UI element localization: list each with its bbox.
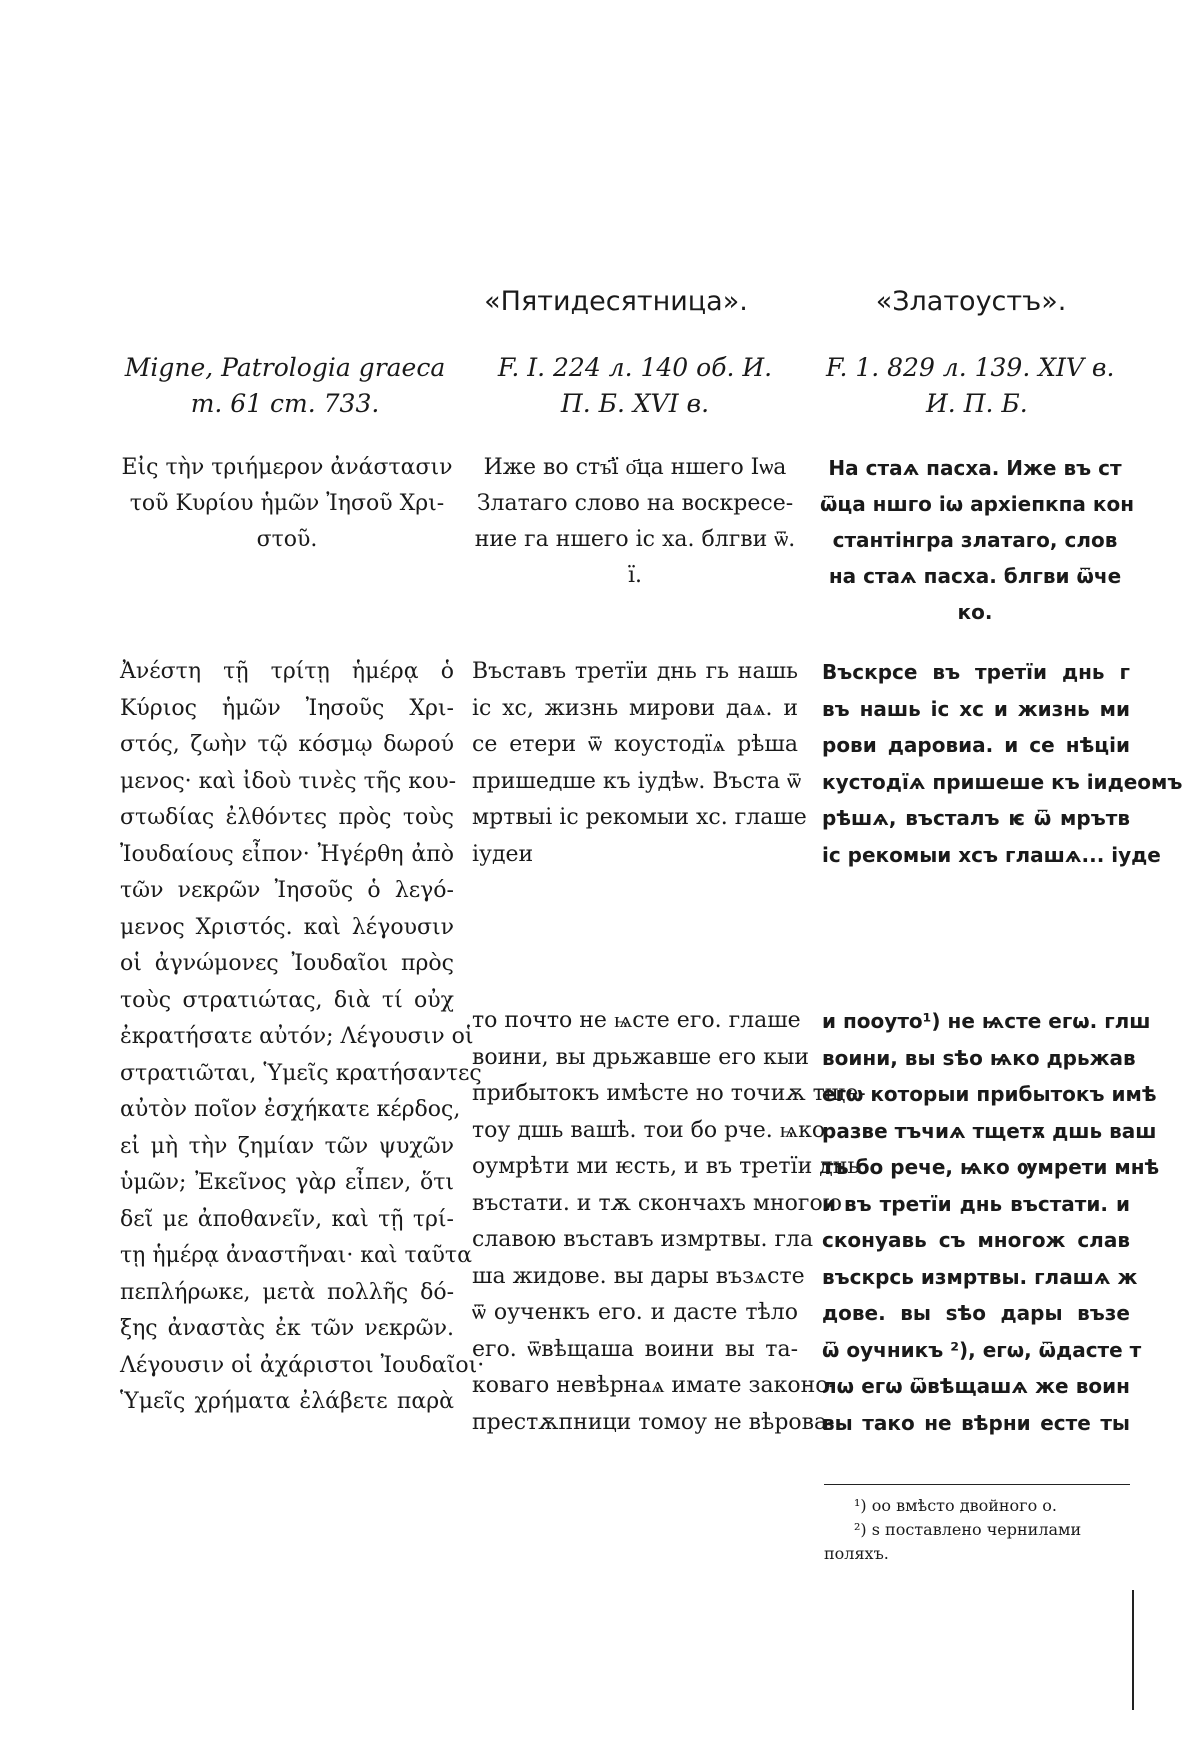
greek-line: δεῖ με ἀποθανεῖν, καὶ τῇ τρί- [120,1206,454,1232]
title-col1 [120,450,454,558]
title-line: стантінгра златаго, слов [832,528,1118,552]
slavonic-line: кустодїѧ пришеше къ іидеомъ [822,769,1182,794]
slavonic-line: въстати. и тѫ скончахъ многою [472,1190,842,1216]
slavonic-line: коваго невѣрнаѧ имате законо- [472,1373,836,1398]
slavonic-line: ѿ оучникъ ²), егѡ, ѿдасте т [822,1337,1142,1362]
greek-line: στός, ζωὴν τῷ κόσμῳ δωρού [120,732,454,757]
slavonic-line: іудеи [472,841,534,867]
slavonic-line: въ нашь іс хс и жизнь ми [822,696,1130,721]
title-line: ко. [957,600,993,624]
slavonic-line: разве тъчиѧ тщетѫ дшь ваш [822,1118,1157,1143]
slavonic-line: егѡ которыи прибытокъ имѣ [822,1082,1157,1106]
greek-line: τῶν νεκρῶν Ἰησοῦς ὁ λεγό- [120,878,454,903]
slavonic-line: рови даровиа. и се нѣціи [822,733,1130,757]
source-line: П. Б. XVI в. [560,389,710,418]
slavonic-line: славою въставъ измртвы. гла [472,1227,814,1252]
footnote-1: ¹) оо вмѣсто двойного о. [854,1496,1057,1515]
greek-line: ἐκρατήσατε αὐτόν; Λέγουσιν οἱ [120,1024,474,1049]
slavonic-line: ѿ оученкъ его. и дасте тѣло [472,1300,798,1325]
page-edge-line [1132,1590,1134,1710]
footnote-rule [824,1484,1130,1485]
slavonic-line: мртвыі іс рекомыи хс. глаше [472,805,807,830]
slavonic-line: іс рекомыи хсъ глашѧ... іуде [822,842,1161,867]
footnote-3: поляхъ. [824,1544,889,1563]
greek-line: στωδίας ἐλθόντες πρὸς τοὺς [120,805,454,830]
slavonic-line: тъ бо рече, ѩко ѹмрети мнѣ [822,1155,1160,1179]
title-col2 [470,450,800,594]
slavonic-line: воини, вы ѕѣо ѩко дрьжав [822,1045,1136,1070]
slavonic-line: то почто не ѩсте его. глаше [472,1008,801,1033]
title-line: Златаго слово на воскресе- [476,491,794,516]
greek-line: μενος Χριστός. καὶ λέγουσιν [120,914,454,940]
slavonic-text-c [472,1003,866,1441]
greek-line: Κύριος ἡμῶν Ἰησοῦς Χρι- [120,695,454,721]
slavonic-line: пришедше къ іудѣѡ. Въста ѿ [472,768,802,794]
title-line: На стаѧ пасха. Иже въ ст [828,456,1122,480]
title-line: στοῦ. [256,527,318,552]
source-col1 [118,350,452,422]
greek-line: Ἰουδαίους εἶπον· Ἠγέρθη ἀπὸ [120,841,454,867]
greek-line: πεπλήρωκε, μετὰ πολλῆς δό- [120,1279,454,1305]
slavonic-text-a [472,654,807,873]
greek-line: εἰ μὴ τὴν ζημίαν τῶν ψυχῶν [120,1133,454,1159]
source-col2 [470,350,800,422]
slavonic-line: се етери ѿ коустодїѧ рѣша [472,732,798,757]
header-zlatoust: «Златоустъ». [875,286,1067,317]
slavonic-line: въскрсь измртвы. глашѧ ж [822,1264,1138,1289]
greek-line: Ἀνέστη τῇ τρίτῃ ἡμέρᾳ ὁ [120,659,454,684]
title-line: Εἰς τὴν τριήμερον ἀνάστασιν [121,455,453,480]
footnote-2: ²) ѕ поставлено чернилами [854,1520,1082,1539]
source-line: F. 1. 829 л. 139. XIV в. [826,353,1115,382]
slavonic-line: лѡ егѡ ѿвѣщашѧ же воин [822,1374,1130,1398]
slavonic-line: рѣшѧ, въсталъ ѥ ѿ мрътв [822,806,1130,830]
slavonic-line: тоу дшь вашѣ. тои бо рче. ѩко [472,1117,826,1143]
greek-line: ξης ἀναστὰς ἐκ τῶν νεκρῶν. [120,1316,454,1341]
source-line: т. 61 ст. 733. [190,389,380,418]
slavonic-line: и въ третїи днь въстати. и [822,1191,1130,1216]
slavonic-line: іс хс, жизнь мирови даѧ. и [472,695,798,721]
title-line: ѿца ншго іѡ архіепкпа кон [820,492,1135,516]
greek-line: Λέγουσιν οἱ ἀχάριστοι Ἰουδαῖοι· [120,1352,485,1378]
slavonic-line: его. ѿвѣщаша воини вы та- [472,1336,798,1362]
title-line: τοῦ Κυρίου ἡμῶν Ἰησοῦ Χρι- [129,491,445,516]
greek-line: ὑμῶν; Ἐκεῖνος γὰρ εἶπεν, ὅτι [120,1170,454,1195]
header-pyatidesyatnitsa: «Пятидесятница». [484,286,748,317]
slavonic-text-b [822,654,1182,873]
slavonic-line: Въставъ третїи днь гь нашь [472,659,798,684]
footnotes [824,1494,1130,1566]
slavonic-line: оумрѣти ми ѥсть, и въ третїи днь [472,1154,860,1179]
source-col3 [826,350,1126,422]
source-line: F. I. 224 л. 140 об. И. [497,353,773,382]
slavonic-line: сконуавь съ многож слав [822,1228,1130,1252]
title-line: Иже во стъ҃ї о҃ца ншего Іѡа [483,455,787,480]
slavonic-line: прибытокъ имѣсте но точиѫ тще- [472,1081,866,1106]
slavonic-text-d [822,1003,1160,1441]
greek-line: αὐτὸν ποῖον ἐσχήκατε κέρδος, [120,1097,461,1122]
greek-line: οἱ ἀγνώμονες Ἰουδαῖοι πρὸς [120,951,454,976]
title-line: на стаѧ пасха. блгви ѿче [828,564,1122,588]
greek-line: στρατιῶται, Ὑμεῖς κρατήσαντες [120,1060,482,1086]
slavonic-line: престѫпници томоу не вѣрова- [472,1409,835,1435]
greek-line: μενος· καὶ ἰδοὺ τινὲς τῆς κου- [120,768,457,794]
slavonic-line: дове. вы ѕѣо дары възе [822,1301,1130,1325]
greek-line: Ὑμεῖς χρήματα ἐλάβετε παρὰ [120,1389,454,1414]
greek-text [120,654,485,1421]
source-line: Migne, Patrologia graeca [124,353,446,382]
title-line: ї. [627,563,643,588]
greek-line: τῃ ἡμέρᾳ ἀναστῆναι· καὶ ταῦτα [120,1243,472,1268]
title-line: ние га ншего іс ха. блгви ѿ. [474,527,796,552]
slavonic-line: вы тако не вѣрни есте ты [822,1410,1130,1435]
slavonic-line: и пооуто¹) не ѩсте егѡ. глш [822,1009,1151,1033]
title-col3 [820,450,1135,630]
greek-line: τοὺς στρατιώτας, διὰ τί οὐχ [120,987,454,1013]
source-line: И. П. Б. [926,389,1028,418]
slavonic-line: Въскрсе въ третїи днь г [822,660,1130,684]
slavonic-line: ша жидове. вы дары възѧсте [472,1263,805,1289]
slavonic-line: воини, вы дрьжавше его кыи [472,1044,810,1070]
